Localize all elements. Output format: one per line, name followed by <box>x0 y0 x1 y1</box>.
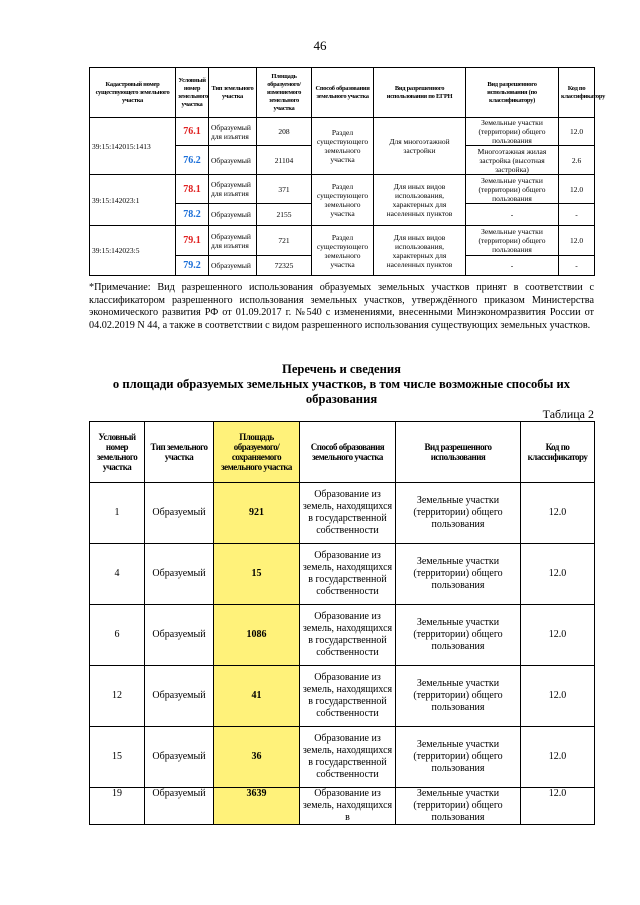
t1-header-cell: Код по классификатору <box>559 68 595 118</box>
formation-method: Образование из земель, находящихся в государственной собственности <box>300 483 396 544</box>
classifier-code: - <box>559 204 595 226</box>
table-1-header <box>90 68 595 118</box>
plot-type: Образуемый <box>145 483 214 544</box>
plot-number: 79.2 <box>176 256 209 276</box>
permitted-use: Земельные участки (территории) общего пользования <box>466 175 559 204</box>
cadastral-number: 39:15:142023:1 <box>90 175 176 226</box>
plot-type: Образуемый <box>145 605 214 666</box>
cadastral-number: 39:15:142015:1413 <box>90 118 176 175</box>
table-row <box>90 727 595 788</box>
classifier-code: 12.0 <box>559 175 595 204</box>
plot-area: 2155 <box>257 204 312 226</box>
plot-area: 208 <box>257 118 312 146</box>
classifier-code: 12.0 <box>521 788 595 825</box>
t1-header-cell: Способ образования земельного участка <box>312 68 374 118</box>
plot-type: Образуемый для изъятия <box>209 226 257 256</box>
t1-header-cell: Площадь образуемого/ изменяемого земельного участка <box>257 68 312 118</box>
formation-method: Образование из земель, находящихся в государственной собственности <box>300 544 396 605</box>
classifier-code: 12.0 <box>521 727 595 788</box>
plot-number: 15 <box>90 727 145 788</box>
table-row <box>90 544 595 605</box>
t1-header-cell: Тип земельного участка <box>209 68 257 118</box>
plot-type: Образуемый <box>145 544 214 605</box>
plot-number: 76.2 <box>176 146 209 175</box>
permitted-use: Земельные участки (территории) общего пользования <box>396 605 521 666</box>
permitted-use: Земельные участки (территории) общего пользования <box>396 544 521 605</box>
plot-number: 78.2 <box>176 204 209 226</box>
t1-header-cell: Условный номер земельного участка <box>176 68 209 118</box>
table-row <box>90 118 595 146</box>
classifier-code: 12.0 <box>521 666 595 727</box>
classifier-code: - <box>559 256 595 276</box>
formation-method: Раздел существующего земельного участка <box>312 175 374 226</box>
t2-header-cell: Код по классификатору <box>521 422 595 483</box>
page-number: 46 <box>313 38 327 53</box>
note-paragraph: *Примечание: Вид разрешенного использования образуемых земельных участков принят в соответствии с классификатором разрешенного использования земельных участков, утверждённого приказом Министерства экономического развития РФ от 01.09.2017 г. №540 с изменениями, внесенными Минэкономразвития России от 04.02.2019 N 44, а также в соответствии с видом разрешенного использования существующих земельных участков. <box>89 282 594 332</box>
classifier-code: 12.0 <box>559 226 595 256</box>
table-row <box>90 483 595 544</box>
t2-header-cell: Вид разрешенного использования <box>396 422 521 483</box>
table-2-header <box>90 422 595 483</box>
plot-number: 19 <box>90 788 145 825</box>
plot-type: Образуемый <box>145 666 214 727</box>
plot-type: Образуемый <box>209 146 257 175</box>
egrn-use: Для иных видов использования, характерных для населенных пунктов <box>374 175 466 226</box>
egrn-use: Для иных видов использования, характерных для населенных пунктов <box>374 226 466 276</box>
plot-area: 721 <box>257 226 312 256</box>
table-2 <box>89 421 595 825</box>
table-row <box>90 226 595 256</box>
permitted-use: Земельные участки (территории) общего пользования <box>396 483 521 544</box>
permitted-use: - <box>466 204 559 226</box>
classifier-code: 12.0 <box>521 544 595 605</box>
plot-area: 36 <box>214 727 300 788</box>
classifier-code: 12.0 <box>559 118 595 146</box>
section-heading <box>89 362 594 407</box>
t1-header-cell: Кадастровый номер существующего земельного участка <box>90 68 176 118</box>
permitted-use: - <box>466 256 559 276</box>
table-row <box>90 175 595 204</box>
plot-number: 4 <box>90 544 145 605</box>
plot-area: 15 <box>214 544 300 605</box>
plot-area: 371 <box>257 175 312 204</box>
formation-method: Образование из земель, находящихся в <box>300 788 396 825</box>
cadastral-number: 39:15:142023:5 <box>90 226 176 276</box>
permitted-use: Земельные участки (территории) общего пользования <box>396 666 521 727</box>
plot-number: 78.1 <box>176 175 209 204</box>
plot-area: 3639 <box>214 788 300 825</box>
t2-header-cell: Площадь образуемого/ сохраняемого земельного участка <box>214 422 300 483</box>
egrn-use: Для многоэтажной застройки <box>374 118 466 175</box>
plot-type: Образуемый для изъятия <box>209 118 257 146</box>
heading-line-2: о площади образуемых земельных участков, в том числе возможные способы их образования <box>112 377 571 406</box>
plot-number: 6 <box>90 605 145 666</box>
table-row <box>90 666 595 727</box>
plot-area: 41 <box>214 666 300 727</box>
plot-number: 76.1 <box>176 118 209 146</box>
classifier-code: 12.0 <box>521 605 595 666</box>
formation-method: Образование из земель, находящихся в государственной собственности <box>300 727 396 788</box>
plot-area: 21104 <box>257 146 312 175</box>
classifier-code: 2.6 <box>559 146 595 175</box>
formation-method: Раздел существующего земельного участка <box>312 226 374 276</box>
table-2-label: Таблица 2 <box>542 407 594 421</box>
formation-method: Раздел существующего земельного участка <box>312 118 374 175</box>
classifier-code: 12.0 <box>521 483 595 544</box>
plot-area: 921 <box>214 483 300 544</box>
t1-header-cell: Вид разрешенного использования по ЕГРН <box>374 68 466 118</box>
plot-type: Образуемый <box>209 256 257 276</box>
formation-method: Образование из земель, находящихся в государственной собственности <box>300 666 396 727</box>
plot-type: Образуемый <box>145 788 214 825</box>
t2-header-cell: Тип земельного участка <box>145 422 214 483</box>
table-1 <box>89 67 606 276</box>
t2-header-cell: Условный номер земельного участка <box>90 422 145 483</box>
formation-method: Образование из земель, находящихся в государственной собственности <box>300 605 396 666</box>
heading-line-1: Перечень и сведения <box>282 362 401 376</box>
table-row <box>90 605 595 666</box>
plot-area: 1086 <box>214 605 300 666</box>
plot-number: 12 <box>90 666 145 727</box>
table-row <box>90 788 595 825</box>
t2-header-cell: Способ образования земельного участка <box>300 422 396 483</box>
permitted-use: Земельные участки (территории) общего пользования <box>466 118 559 146</box>
plot-number: 79.1 <box>176 226 209 256</box>
plot-type: Образуемый <box>145 727 214 788</box>
plot-type: Образуемый <box>209 204 257 226</box>
t1-header-cell: Вид разрешенного использования (по классификатору) <box>466 68 559 118</box>
plot-type: Образуемый для изъятия <box>209 175 257 204</box>
permitted-use: Земельные участки (территории) общего пользования <box>466 226 559 256</box>
plot-number: 1 <box>90 483 145 544</box>
permitted-use: Земельные участки (территории) общего пользования <box>396 788 521 825</box>
permitted-use: Многоэтажная жилая застройка (высотная застройка) <box>466 146 559 175</box>
plot-area: 72325 <box>257 256 312 276</box>
permitted-use: Земельные участки (территории) общего пользования <box>396 727 521 788</box>
